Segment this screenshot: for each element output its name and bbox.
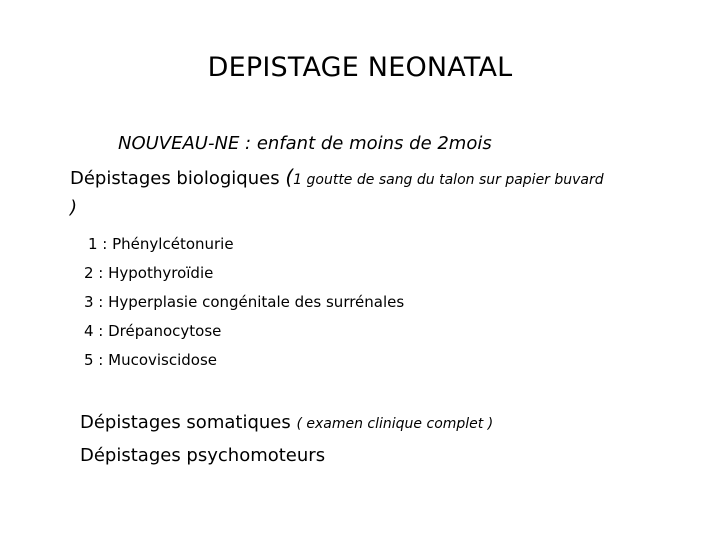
list-item: 3 : Hyperplasie congénitale des surrénales	[84, 293, 405, 311]
list-item: 1 : Phénylcétonurie	[88, 235, 234, 253]
list-item: 5 : Mucoviscidose	[84, 351, 218, 369]
somatic-screening	[80, 408, 493, 439]
biological-screening-heading	[70, 164, 690, 221]
somatic-screening-note: ( examen clinique complet )	[296, 416, 494, 432]
biological-paren-close: )	[70, 197, 78, 218]
list-item: 4 : Drépanocytose	[84, 322, 222, 340]
screening-list	[84, 230, 404, 375]
biological-screening-label: Dépistages biologiques	[70, 168, 280, 189]
list-item: 2 : Hypothyroïdie	[84, 264, 214, 282]
newborn-definition: NOUVEAU-NE : enfant de moins de 2mois	[118, 133, 492, 154]
biological-screening-note: 1 goutte de sang du talon sur papier buvard	[293, 172, 604, 188]
somatic-screening-label: Dépistages somatiques	[80, 412, 291, 433]
biological-paren-open: (	[285, 165, 294, 189]
psychomotor-screening: Dépistages psychomoteurs	[80, 445, 326, 466]
slide-title: DEPISTAGE NEONATAL	[207, 52, 513, 83]
